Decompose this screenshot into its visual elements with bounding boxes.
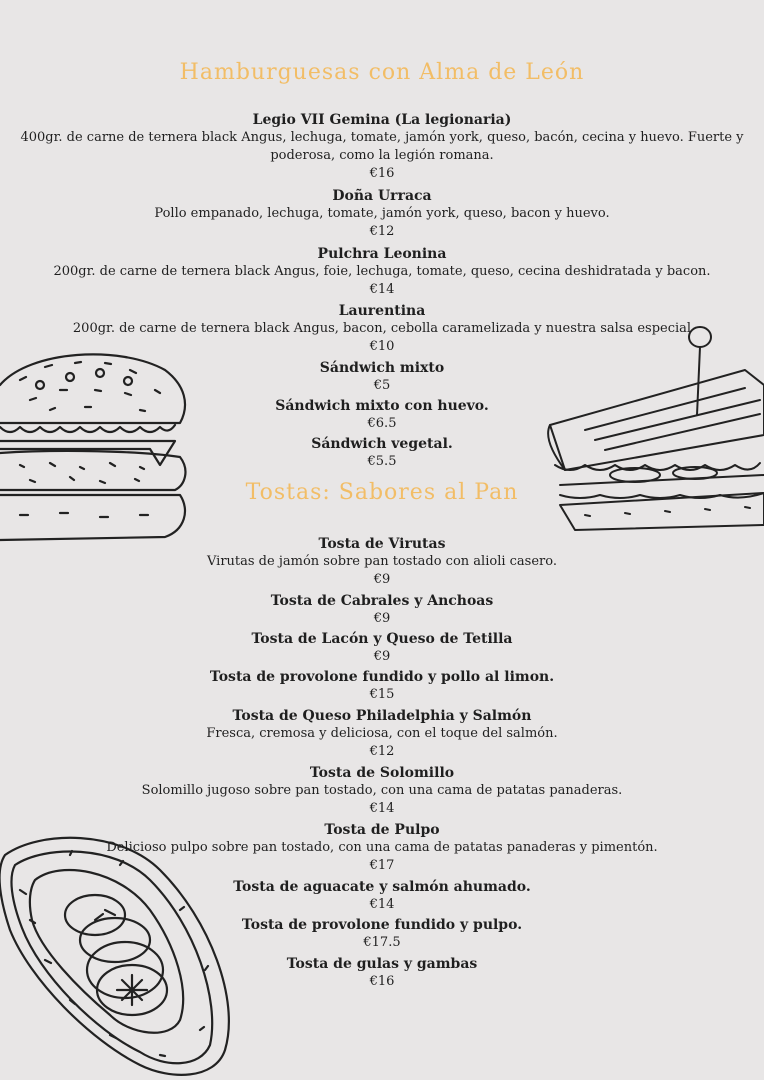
menu-item (8, 397, 756, 433)
menu-item (8, 535, 756, 589)
menu-item (8, 707, 756, 761)
item-name: Sándwich mixto (319, 360, 445, 376)
menu-item (8, 878, 756, 914)
item-price: €5 (373, 378, 391, 393)
item-description: Virutas de jamón sobre pan tostado con alioli casero. (207, 554, 557, 569)
item-name: Tosta de provolone fundido y pulpo. (241, 917, 523, 933)
item-price: €14 (369, 801, 395, 816)
item-name: Pulchra Leonina (317, 246, 447, 262)
menu-item (8, 302, 756, 356)
item-name: Tosta de provolone fundido y pollo al limon. (209, 669, 555, 685)
item-description: Delicioso pulpo sobre pan tostado, con una cama de patatas panaderas y pimentón. (106, 840, 658, 855)
item-price: €9 (373, 572, 391, 587)
section-title-hamburguesas: Hamburguesas con Alma de León (179, 60, 585, 85)
item-price: €9 (373, 611, 391, 626)
menu-item (8, 111, 756, 183)
item-price: €17 (369, 858, 395, 873)
item-name: Legio VII Gemina (La legionaria) (252, 112, 512, 128)
item-price: €6.5 (367, 416, 397, 431)
item-name: Tosta de Lacón y Queso de Tetilla (251, 631, 513, 647)
menu-item (8, 187, 756, 241)
item-name: Sándwich vegetal. (311, 436, 453, 452)
item-price: €9 (373, 649, 391, 664)
menu-item (8, 359, 756, 395)
item-name: Laurentina (338, 303, 426, 319)
menu-item (8, 821, 756, 875)
menu-item (8, 245, 756, 299)
item-description: 200gr. de carne de ternera black Angus, foie, lechuga, tomate, queso, cecina deshidratada y bacon. (53, 264, 711, 279)
item-name: Tosta de Queso Philadelphia y Salmón (232, 708, 532, 724)
item-name: Tosta de Solomillo (309, 765, 455, 781)
item-price: €15 (369, 687, 395, 702)
item-price: €5.5 (367, 454, 397, 469)
menu-item (8, 668, 756, 704)
item-price: €12 (369, 744, 395, 759)
item-name: Tosta de aguacate y salmón ahumado. (233, 879, 531, 895)
item-name: Tosta de gulas y gambas (286, 956, 478, 972)
item-name: Doña Urraca (332, 188, 432, 204)
item-price: €16 (369, 166, 395, 181)
item-price: €14 (369, 282, 395, 297)
item-description: Pollo empanado, lechuga, tomate, jamón york, queso, bacon y huevo. (154, 206, 610, 221)
item-price: €16 (369, 974, 395, 989)
item-name: Sándwich mixto con huevo. (275, 398, 489, 414)
menu-item (8, 916, 756, 952)
menu-item (8, 592, 756, 628)
menu-item (8, 435, 756, 471)
item-price: €10 (369, 339, 395, 354)
item-name: Tosta de Pulpo (324, 822, 440, 838)
item-price: €12 (369, 224, 395, 239)
menu-item (8, 955, 756, 991)
item-name: Tosta de Cabrales y Anchoas (270, 593, 494, 609)
item-description: 200gr. de carne de ternera black Angus, bacon, cebolla caramelizada y nuestra salsa especial (72, 321, 692, 336)
menu-item (8, 630, 756, 666)
item-description: Fresca, cremosa y deliciosa, con el toque del salmón. (206, 726, 558, 741)
item-description: Solomillo jugoso sobre pan tostado, con una cama de patatas panaderas. (141, 783, 623, 798)
menu-item (8, 764, 756, 818)
section-title-tostas: Tostas: Sabores al Pan (245, 480, 519, 505)
item-price: €14 (369, 897, 395, 912)
item-price: €17.5 (363, 935, 401, 950)
item-description: 400gr. de carne de ternera black Angus, lechuga, tomate, jamón york, queso, bacón, cecina y huevo. Fuerte y poderosa, como la legión romana. (20, 130, 744, 163)
item-name: Tosta de Virutas (318, 536, 446, 552)
